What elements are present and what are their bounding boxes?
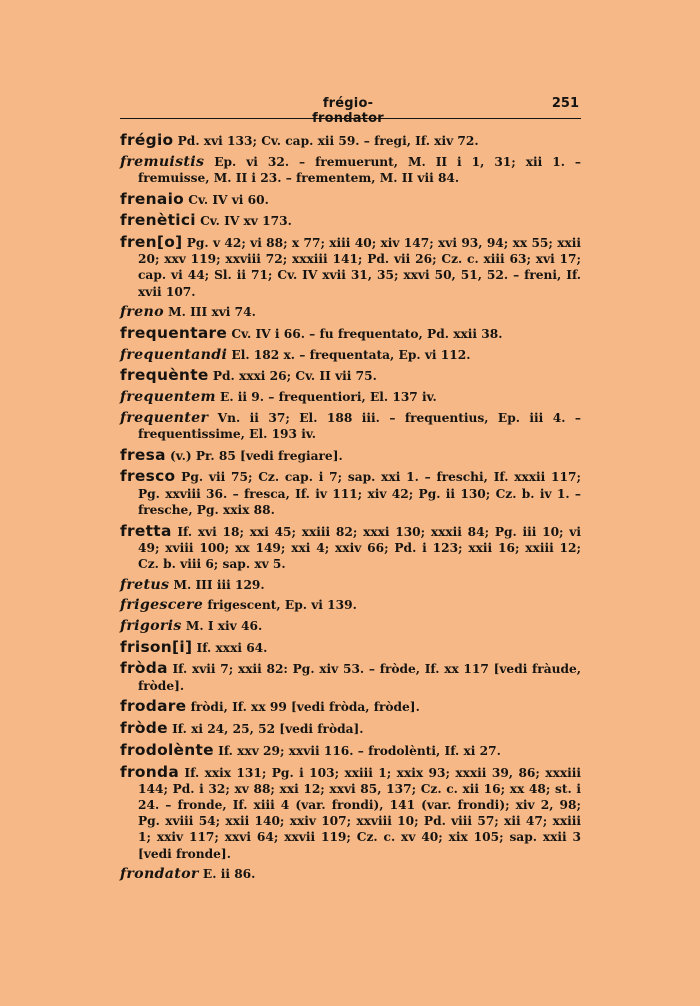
entry-references: Vn. ii 37; El. 188 iii. – frequentius, Ep. iii 4. – frequentissime, El. 193 iv. [138,410,581,442]
entry [120,523,581,573]
entry [120,347,581,363]
headword: fròda [120,659,168,678]
entry [120,660,581,693]
entry [120,618,581,634]
entry-references: Pg. vii 75; Cz. cap. i 7; sap. xxi 1. – freschi, If. xxxii 117; Pg. xxviii 36. – fresca, If. iv 111; xiv 42; Pg. ii 130; Cz. b. iv 1. – fresche, Pg. xxix 88. [138,470,581,517]
entry [120,132,581,149]
entry-references: Ep. vi 32. – fremuerunt, M. II i 1, 31; xii 1. – fremuisse, M. II i 23. – frementem, M. II vii 84. [138,154,581,185]
headword: frequenter [120,409,209,426]
page-number: 251 [551,96,579,111]
entry [120,866,581,882]
headword: freno [120,304,164,321]
entry-references: M. I xiv 46. [181,619,263,634]
entry [120,191,581,208]
entry [120,154,581,186]
entry-references: frigescent, Ep. vi 139. [203,598,357,613]
entry-references: If. xxix 131; Pg. i 103; xxiii 1; xxix 93; xxxii 39, 86; xxxiii 144; Pd. i 32; xv 88; xxi 12; xxvi 85, 137; Cz. c. xii 16; xx 48; st. i 24. – fronde, If. xiii 4 (var. frondi), 141 (var. frondi); xiv 2, 98; Pg. xviii 54; xxii 140; xxiv 107; xxviii 10; Pd. viii 57; xii 47; xxiii 1; xxiv 117; xxvi 64; xxvii 119; Cz. c. xv 40; xix 105; sap. xxii 3 [vedi fronde]. [138,765,581,861]
entry-references: Cv. IV i 66. – fu frequentato, Pd. xxii 38. [227,327,503,342]
entry-references: (v.) Pr. 85 [vedi fregiare]. [165,448,343,463]
entry [120,468,581,518]
entry-list [120,132,581,887]
headword: fresa [120,445,166,464]
headword: frégio [120,131,174,149]
entry-references: If. xxv 29; xxvii 116. – frodolènti, If. xi 27. [213,743,501,758]
headword: fren[o] [120,233,183,252]
header-rule [120,118,581,119]
headword: frodare [120,697,187,716]
headword: frequentem [120,389,216,406]
entry-references: Cv. IV xv 173. [195,214,292,229]
headword: fretus [120,576,170,593]
entry-references: M. III iii 129. [169,577,265,592]
entry-references: Cv. IV vi 60. [184,192,269,207]
headword: fròde [120,719,168,738]
entry [120,410,581,442]
entry-references: El. 182 x. – frequentata, Ep. vi 112. [227,347,471,362]
entry-references: Pd. xxxi 26; Cv. II vii 75. [208,369,377,384]
headword: frigoris [120,618,182,635]
headword: frenètici [120,211,196,230]
page-header [120,96,581,126]
entry [120,577,581,593]
headword: frigescere [120,597,204,614]
headword: fronda [120,762,180,781]
entry-references: fròdi, If. xx 99 [vedi fròda, fròde]. [186,700,420,715]
headword: frequentandi [120,346,228,363]
headword: frondator [120,866,199,883]
entry-references: If. xvii 7; xxii 82: Pg. xiv 53. – fròde, If. xx 117 [vedi fràude, fròde]. [138,662,581,693]
entry [120,367,581,384]
headword: fresco [120,467,176,486]
headword: frison[i] [120,637,193,656]
entry [120,234,581,300]
entry [120,742,581,759]
entry-references: E. ii 86. [198,867,256,882]
entry-references: Pd. xvi 133; Cv. cap. xii 59. – fregi, If. xiv 72. [173,134,479,148]
entry [120,389,581,405]
entry [120,720,581,737]
entry [120,597,581,613]
headword: frequentare [120,324,228,343]
entry-references: M. III xvi 74. [163,305,256,320]
entry [120,325,581,342]
entry [120,764,581,862]
entry-references: Pg. v 42; vi 88; x 77; xiii 40; xiv 147; xvi 93, 94; xx 55; xxii 20; xxv 119; xxviii 72; xxxiii 141; Pd. vii 26; Cz. c. xiii 63; xvi 17; cap. vi 44; Sl. ii 71; Cv. IV xvii 31, 35; xxvi 50, 51, 52. – freni, If. xvii 107. [138,236,581,299]
entry [120,304,581,320]
headword: frequènte [120,366,209,385]
headword: frenaio [120,189,185,208]
running-title: frégio-frondator [312,96,384,126]
entry-references: E. ii 9. – frequentiori, El. 137 iv. [215,390,437,405]
entry-references: If. xvi 18; xxi 45; xxiii 82; xxxi 130; xxxii 84; Pg. iii 10; vi 49; xviii 100; xx 149; xxi 4; xxiv 66; Pd. i 123; xxii 16; xxiii 12; Cz. b. viii 6; sap. xv 5. [138,524,581,571]
entry [120,447,581,464]
entry [120,212,581,229]
headword: fretta [120,521,172,540]
entry [120,698,581,715]
entry-references: If. xxxi 64. [192,640,268,655]
entry [120,639,581,656]
headword: fremuistis [120,153,205,170]
entry-references: If. xi 24, 25, 52 [vedi fròda]. [167,722,364,737]
headword: frodolènte [120,740,214,759]
